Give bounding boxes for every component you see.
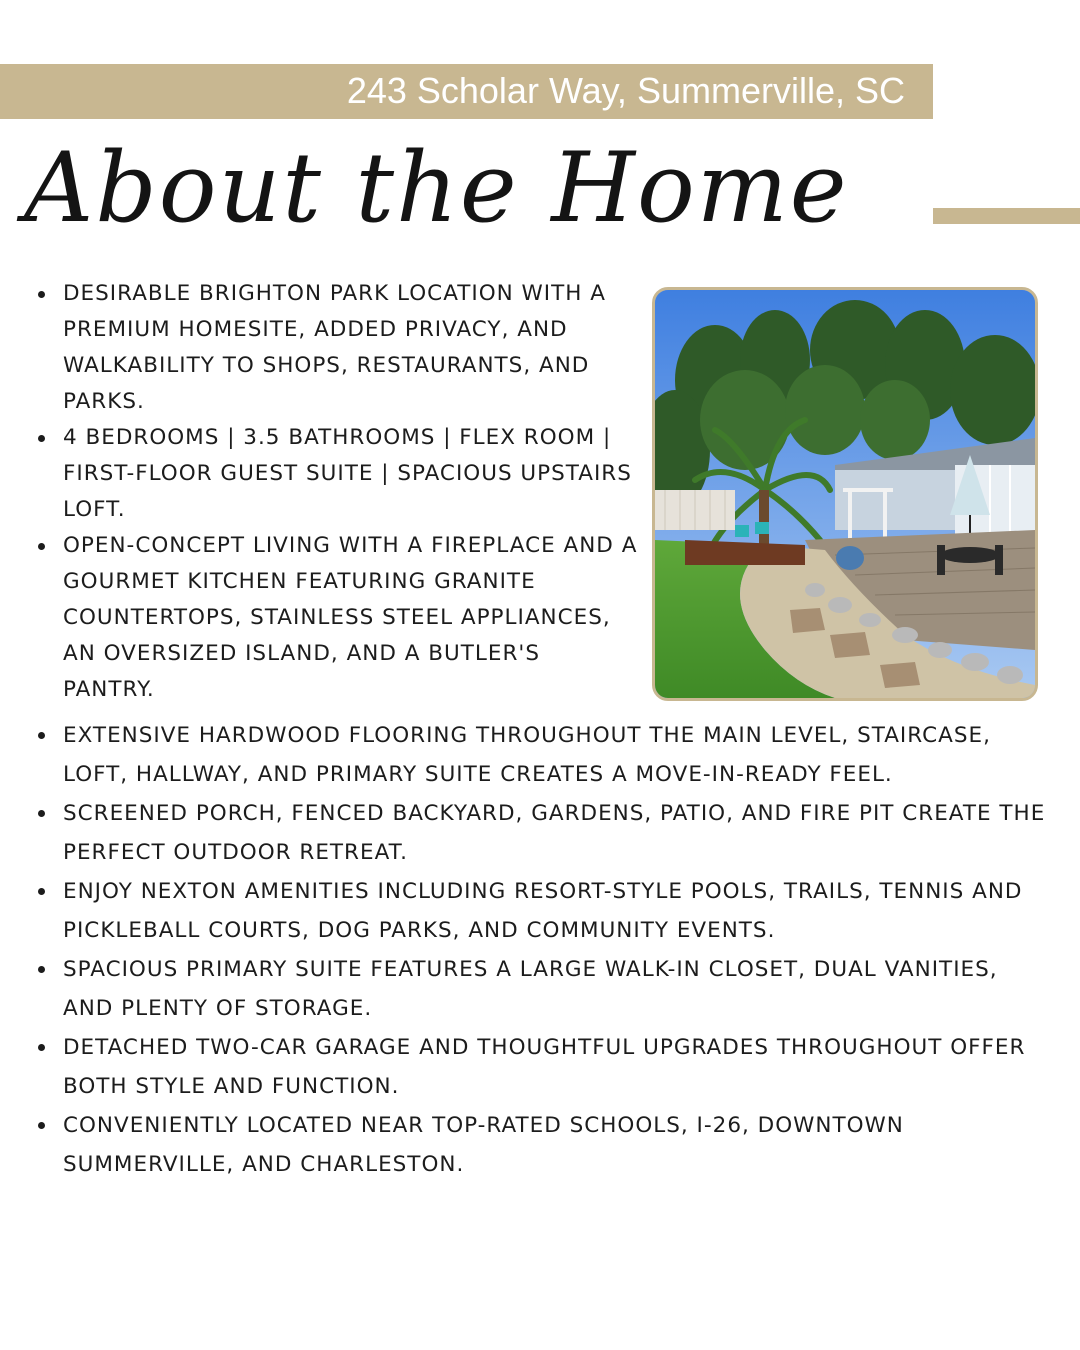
feature-text: EXTENSIVE HARDWOOD FLOORING THROUGHOUT THE MAIN LEVEL, STAIRCASE, LOFT, HALLWAY, AND PRIMARY SUITE CREATES A MOVE-IN-READY FEEL. (63, 723, 991, 787)
bullet-icon (38, 966, 45, 973)
section-title: About the Home (24, 132, 849, 244)
feature-text: SCREENED PORCH, FENCED BACKYARD, GARDENS, PATIO, AND FIRE PIT CREATE THE PERFECT OUTDOOR RETREAT. (63, 801, 1046, 865)
bullet-icon (38, 543, 45, 550)
feature-item (38, 1106, 1048, 1184)
backyard-photo (652, 287, 1038, 701)
feature-text: DETACHED TWO-CAR GARAGE AND THOUGHTFUL UPGRADES THROUGHOUT OFFER BOTH STYLE AND FUNCTION. (63, 1035, 1026, 1099)
feature-item (38, 276, 638, 420)
property-address: 243 Scholar Way, Summerville, SC (346, 70, 905, 111)
feature-item (38, 872, 1048, 950)
feature-item (38, 950, 1048, 1028)
feature-item (38, 528, 638, 708)
address-banner (0, 64, 933, 119)
bullet-icon (38, 1122, 45, 1129)
feature-text: OPEN-CONCEPT LIVING WITH A FIREPLACE AND A GOURMET KITCHEN FEATURING GRANITE COUNTERTOPS, STAINLESS STEEL APPLIANCES, AN OVERSIZED ISLAND, AND A BUTLER'S PANTRY. (63, 533, 638, 702)
feature-list-bottom (38, 716, 1048, 1184)
feature-text: SPACIOUS PRIMARY SUITE FEATURES A LARGE WALK-IN CLOSET, DUAL VANITIES, AND PLENTY OF STORAGE. (63, 957, 998, 1021)
feature-item (38, 1028, 1048, 1106)
feature-list-top (38, 276, 638, 708)
bullet-icon (38, 810, 45, 817)
bullet-icon (38, 435, 45, 442)
bullet-icon (38, 291, 45, 298)
feature-item (38, 794, 1048, 872)
feature-text: ENJOY NEXTON AMENITIES INCLUDING RESORT-STYLE POOLS, TRAILS, TENNIS AND PICKLEBALL COURTS, DOG PARKS, AND COMMUNITY EVENTS. (63, 879, 1023, 943)
feature-text: CONVENIENTLY LOCATED NEAR TOP-RATED SCHOOLS, I-26, DOWNTOWN SUMMERVILLE, AND CHARLESTON. (63, 1113, 904, 1177)
bullet-icon (38, 1044, 45, 1051)
feature-item (38, 716, 1048, 794)
bullet-icon (38, 888, 45, 895)
feature-item (38, 420, 638, 528)
backyard-patio-photo (655, 290, 1035, 698)
title-accent-rule (933, 208, 1080, 224)
bullet-icon (38, 732, 45, 739)
feature-text: 4 BEDROOMS | 3.5 BATHROOMS | FLEX ROOM | FIRST-FLOOR GUEST SUITE | SPACIOUS UPSTAIRS LOFT. (63, 425, 632, 522)
feature-text: DESIRABLE BRIGHTON PARK LOCATION WITH A PREMIUM HOMESITE, ADDED PRIVACY, AND WALKABILITY TO SHOPS, RESTAURANTS, AND PARKS. (63, 281, 606, 414)
